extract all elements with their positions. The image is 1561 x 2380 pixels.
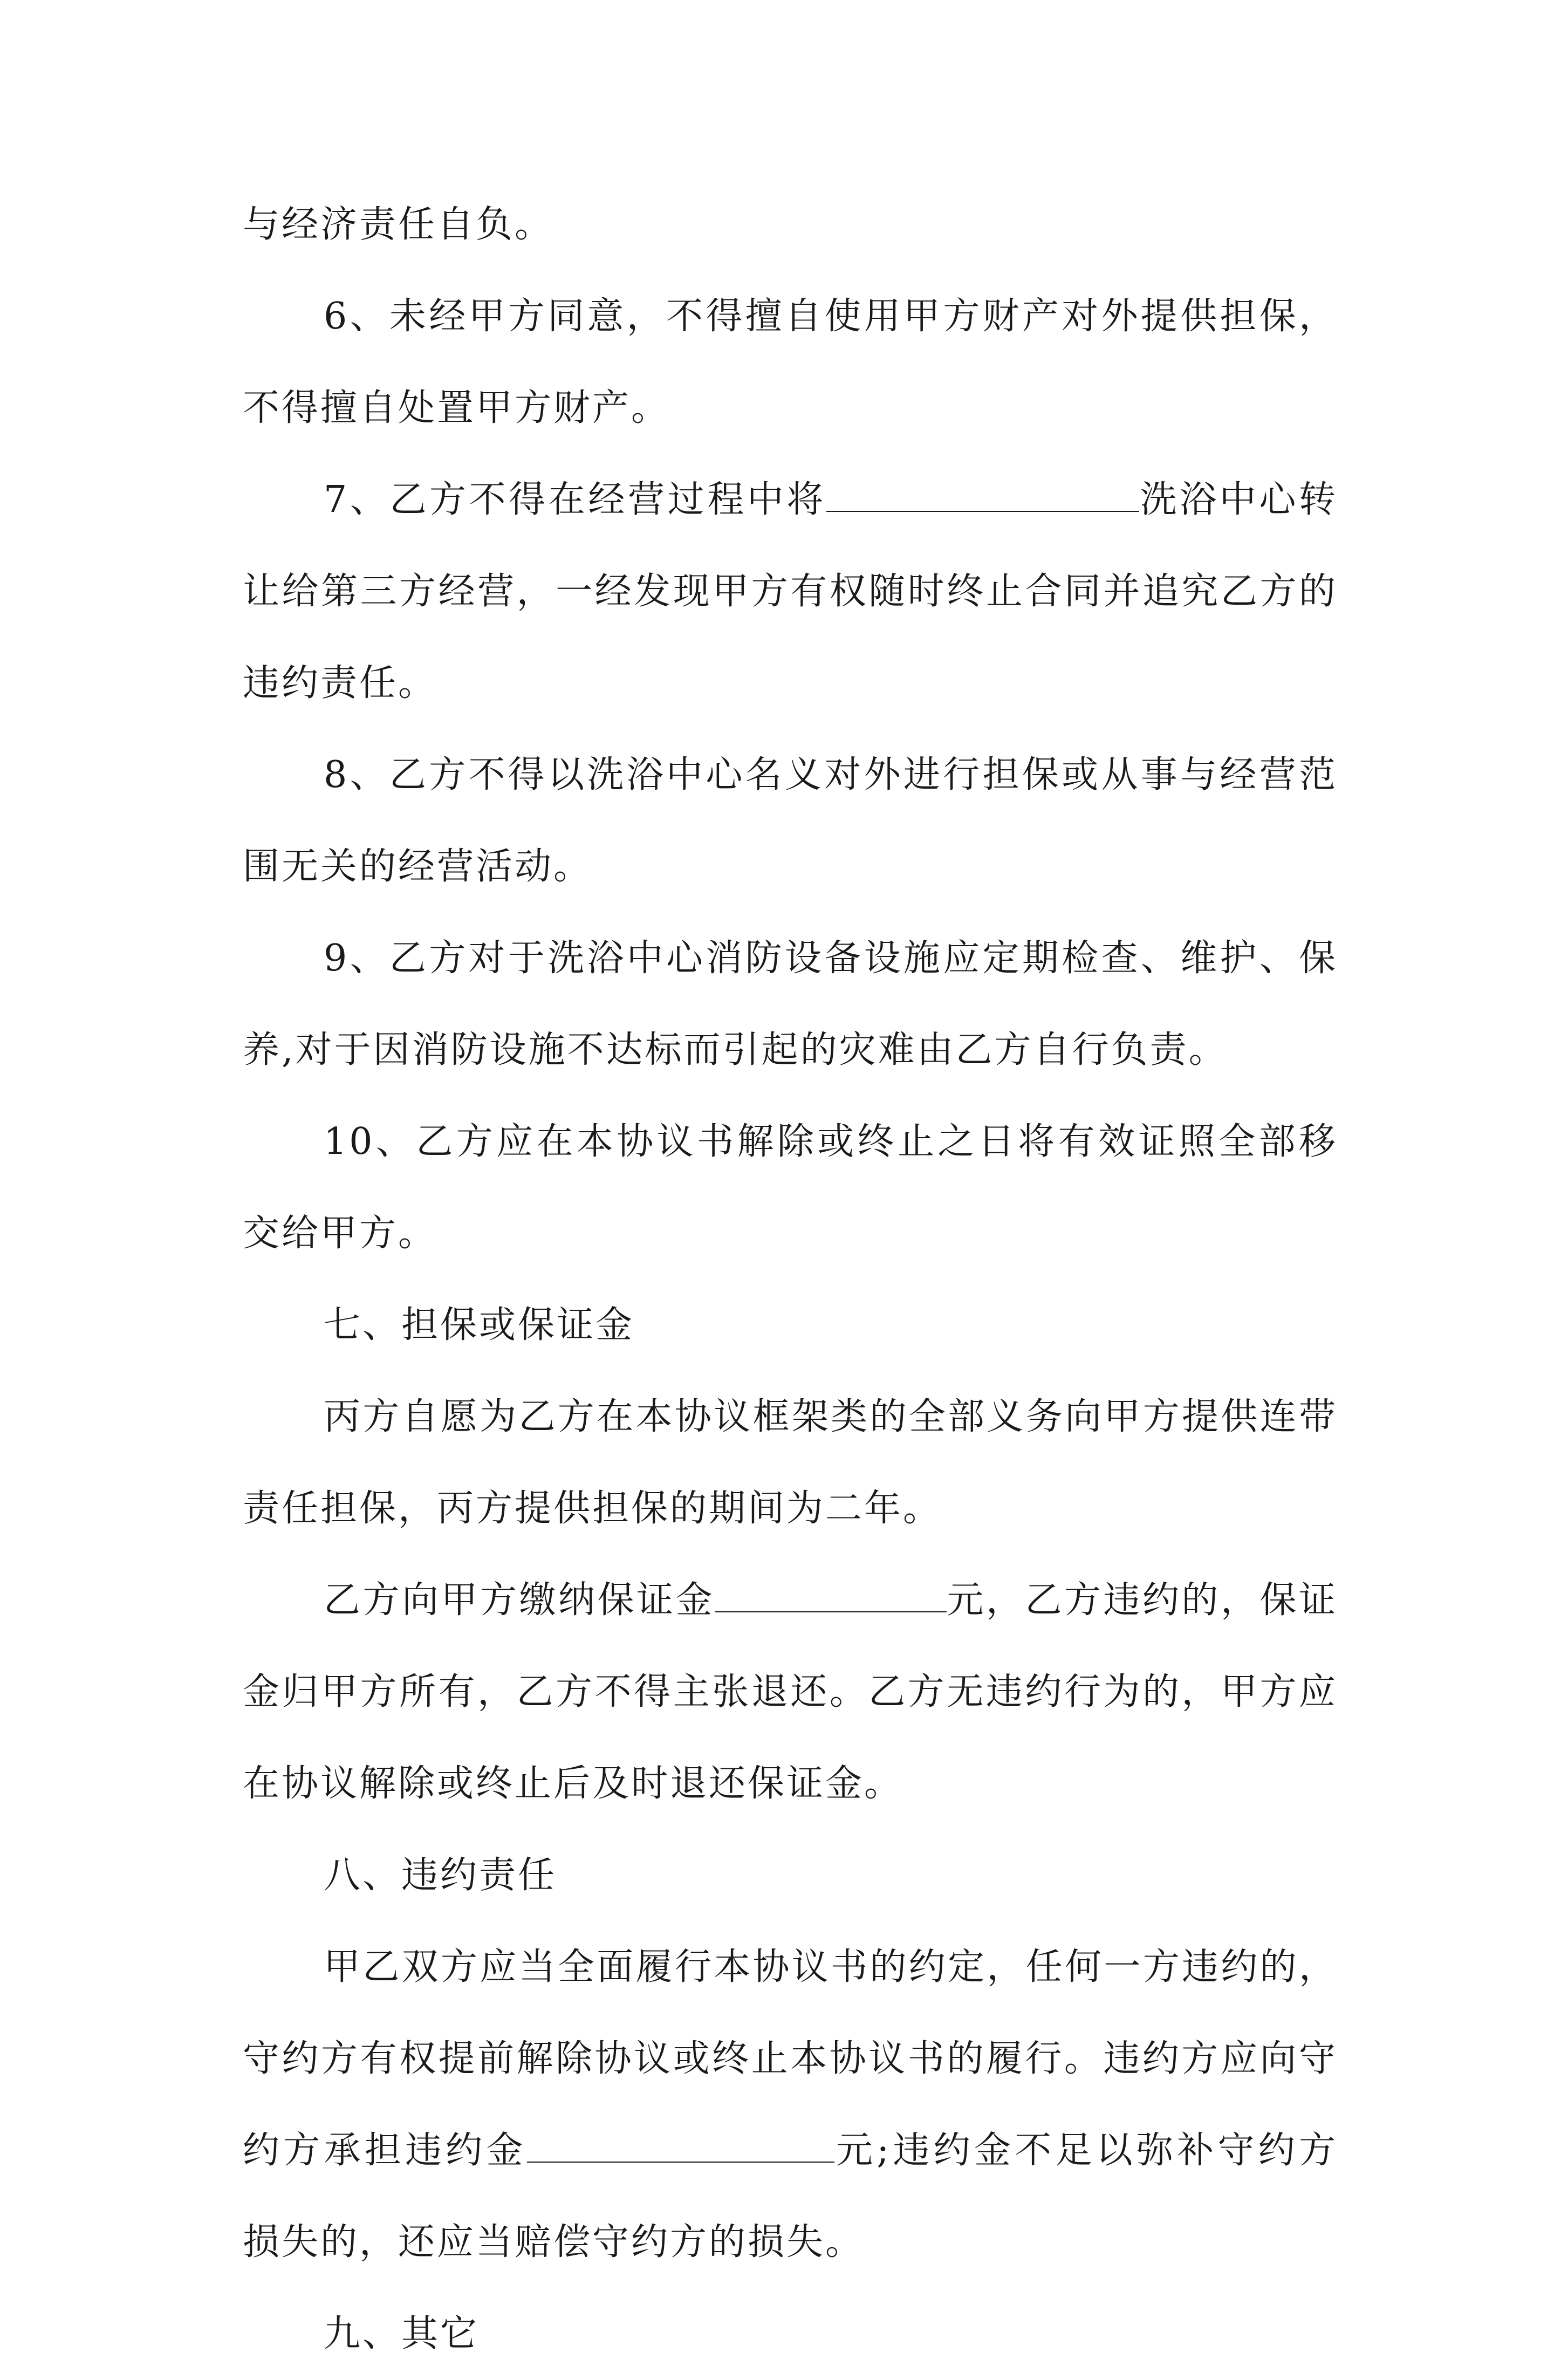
clause-10: 10、乙方应在本协议书解除或终止之日将有效证照全部移交给甲方。 — [243, 1120, 1338, 1255]
blank-line-center-name — [826, 478, 1139, 512]
deposit-text-before: 乙方向甲方缴纳保证金 — [324, 1579, 715, 1622]
deposit-text-after: 元，乙方违约的，保证金归甲方所有，乙方不得主张退还。乙方无违约行为的，甲方应在协议解除或终止后及时退还保证金。 — [243, 1579, 1338, 1805]
document-body — [243, 179, 1338, 2380]
liability-text-before: 甲乙双方应当全面履行本协议书的约定，任何一方违约的，守约方有权提前解除协议或终止本协议书的履行。违约方应向守约方承担违约金 — [243, 1946, 1338, 2172]
clause-8: 8、乙方不得以洗浴中心名义对外进行担保或从事与经营范围无关的经营活动。 — [243, 754, 1338, 888]
clause-9: 9、乙方对于洗浴中心消防设备设施应定期检查、维护、保养,对于因消防设施不达标而引起的灾难由乙方自行负责。 — [243, 937, 1338, 1071]
blank-line-penalty-amount — [527, 2129, 834, 2163]
deposit-paragraph — [243, 1555, 1338, 1830]
liability-text-after: 元;违约金不足以弥补守约方损失的，还应当赔偿守约方的损失。 — [243, 2129, 1338, 2263]
paragraph-continuation: 与经济责任自负。 — [243, 203, 554, 246]
clause-6: 6、未经甲方同意，不得擅自使用甲方财产对外提供担保，不得擅自处置甲方财产。 — [243, 295, 1338, 429]
clause-7 — [243, 454, 1338, 729]
clause-7-text-before: 7、乙方不得在经营过程中将 — [324, 478, 827, 521]
liability-paragraph — [243, 1921, 1338, 2288]
blank-line-deposit-amount — [715, 1579, 947, 1612]
clause-7-text-after: 洗浴中心转让给第三方经营，一经发现甲方有权随时终止合同并追究乙方的违约责任。 — [243, 478, 1338, 705]
section-heading-8: 八、违约责任 — [324, 1854, 557, 1897]
section-heading-7: 七、担保或保证金 — [324, 1304, 635, 1346]
guarantee-paragraph: 丙方自愿为乙方在本协议框架类的全部义务向甲方提供连带责任担保，丙方提供担保的期间为二年。 — [243, 1396, 1338, 1530]
section-heading-9: 九、其它 — [324, 2313, 480, 2355]
